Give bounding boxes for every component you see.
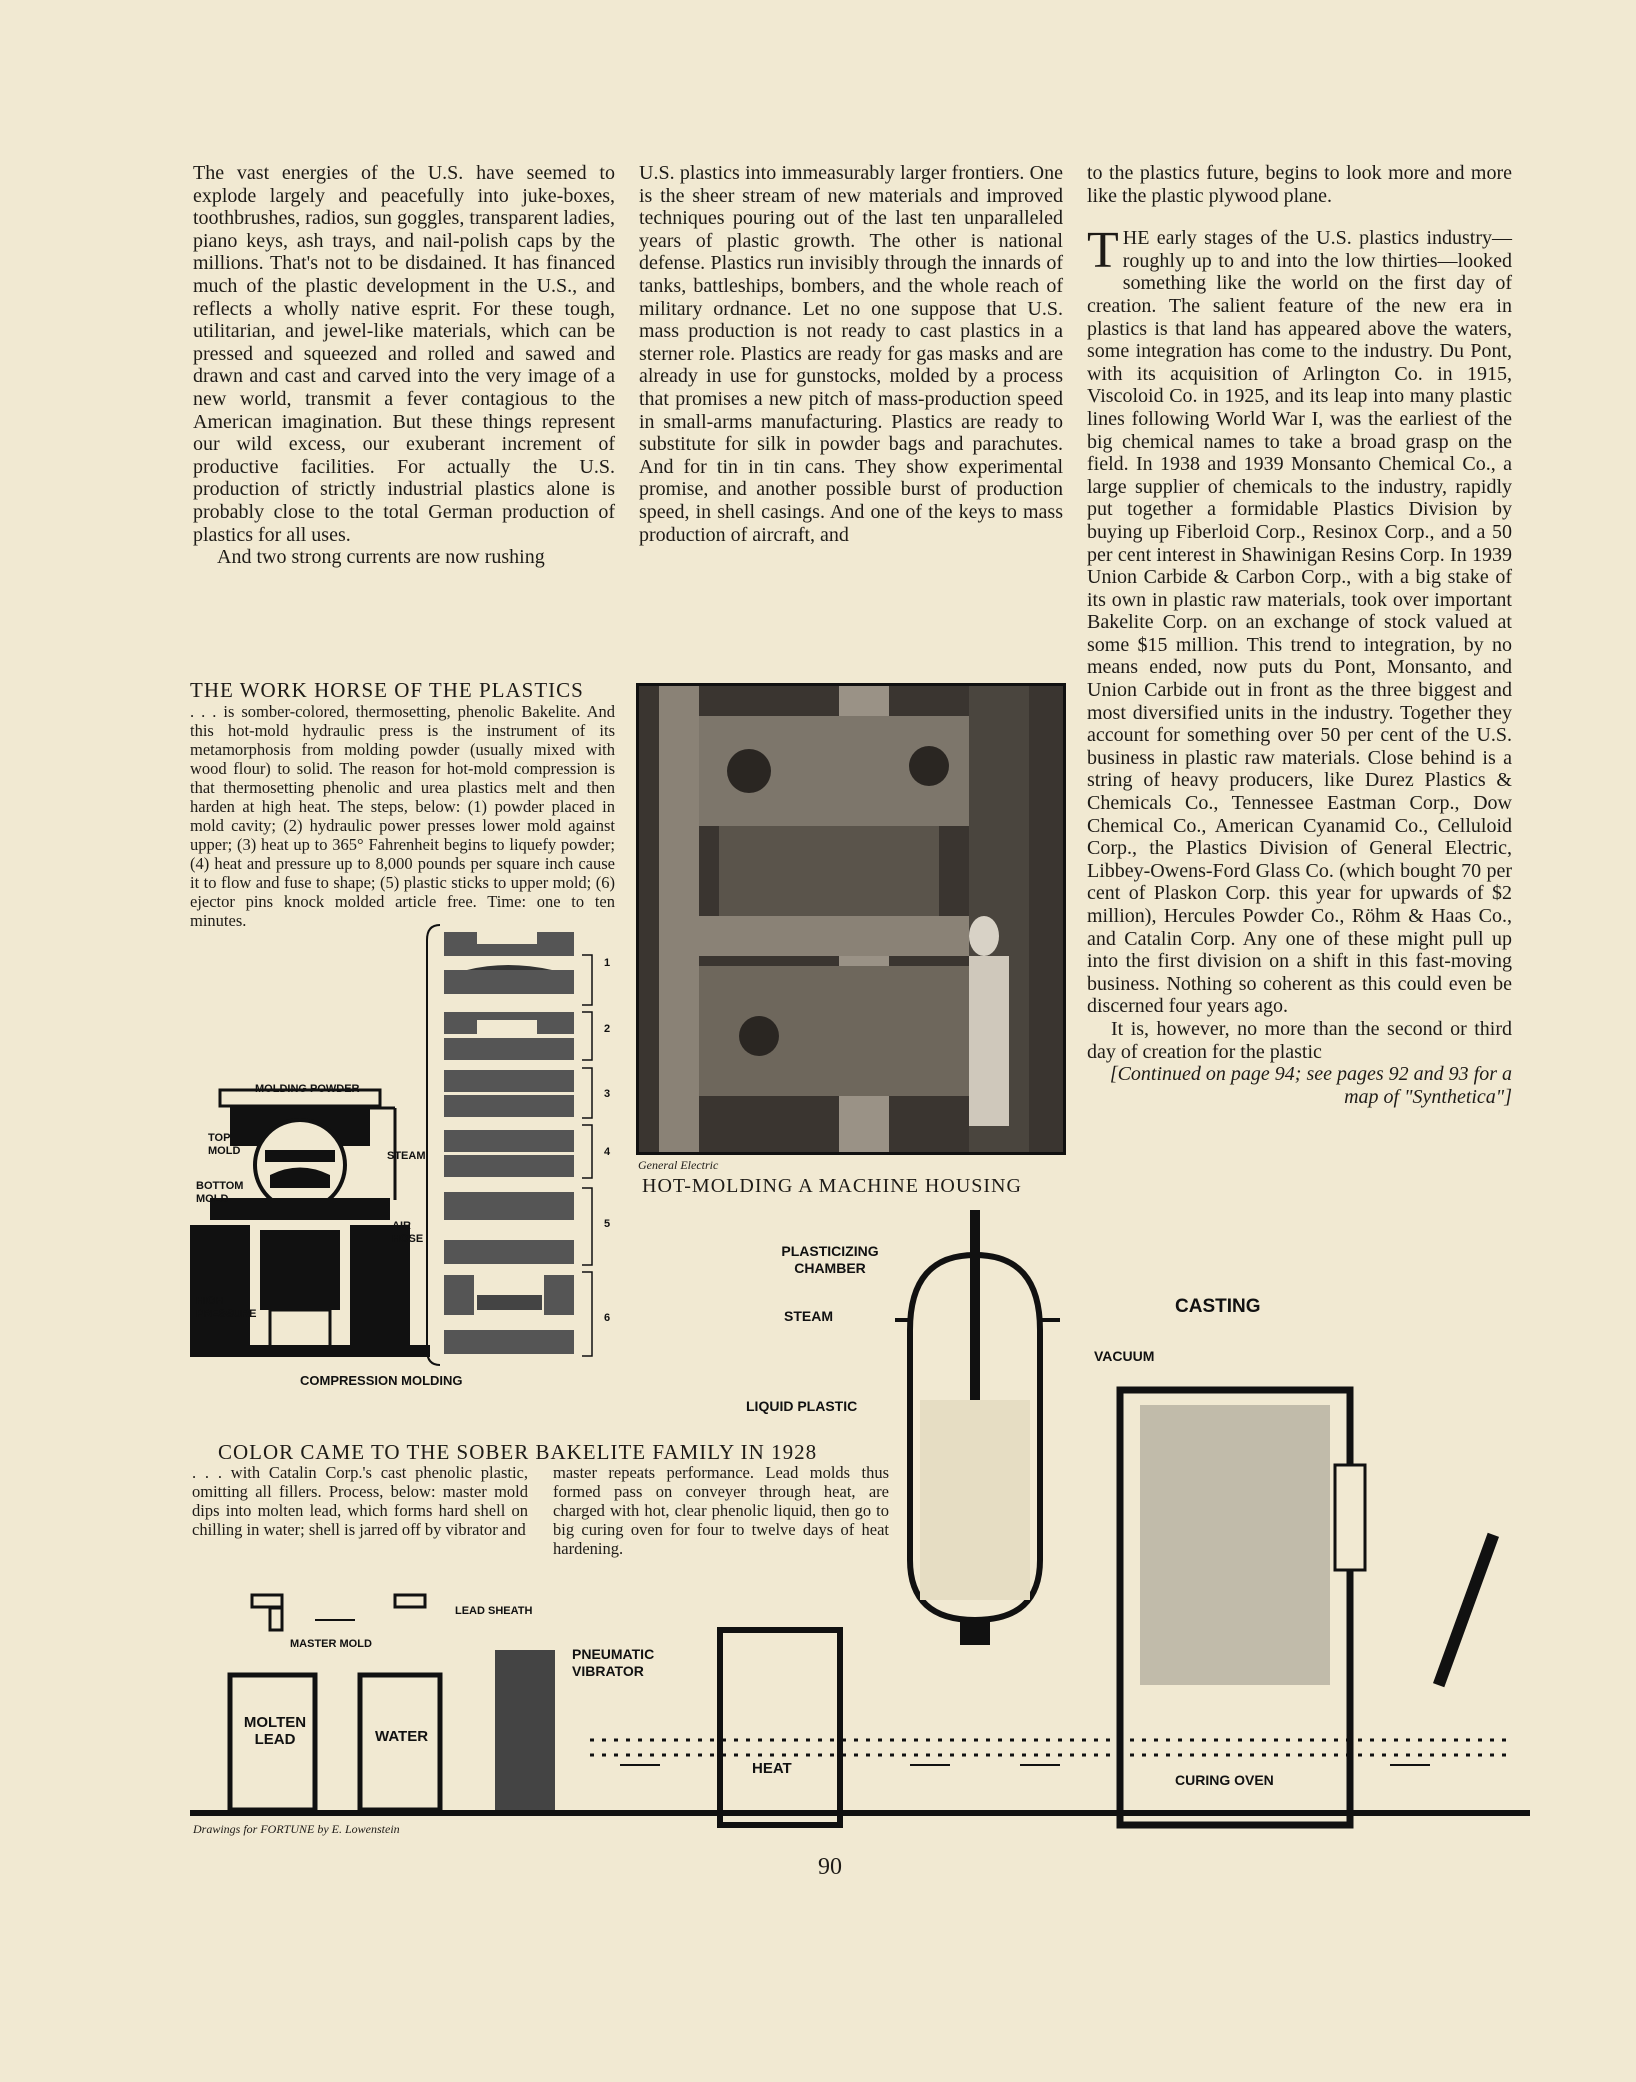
workhorse-title: THE WORK HORSE OF THE PLASTICS — [190, 678, 584, 702]
step-label-5: 5 — [604, 1218, 611, 1230]
article-paragraph: to the plastics future, begins to look more and more like the plastic plywood plane. — [1087, 162, 1512, 207]
article-paragraph — [1087, 222, 1512, 1018]
article-paragraph: U.S. plastics into immeasurably larger frontiers. One is the sheer stream of new materials and improved techniques pouring out of the last ten unparalleled years of plastic growth. The other is national defense. Plastics run invisibly through the innards of tanks, battleships, bombers, and the whole reach of military ordnance. Let no one suppose that U.S. mass production is not ready to cast plastics in a sterner role. Plastics are ready for gas masks and are already in use for gunstocks, molded by a process that promises a new pitch of mass-production speed in small-arms manufacturing. Plastics are ready to substitute for silk in powder bags and parachutes. And for tin in tin cans. They show experimental promise, and another possible burst of production speed, in shell casings. And one of the keys to mass production of aircraft, and — [639, 162, 1063, 546]
label-heat: HEAT — [752, 1760, 792, 1777]
label-pneumatic-vibrator: PNEUMATIC VIBRATOR — [572, 1646, 655, 1679]
step-label-6: 6 — [604, 1312, 611, 1324]
label-water: WATER — [375, 1728, 429, 1745]
page-number: 90 — [818, 1854, 842, 1880]
label-molten-lead: MOLTEN LEAD — [243, 1714, 307, 1748]
article-column-1 — [193, 162, 615, 569]
workhorse-caption-text: . . . is somber-colored, thermosetting, phenolic Bakelite. And this hot-mold hydraulic press is the instrument of its metamorphosis from molding powder (usually mixed with wood flour) to solid. The reason for hot-mold compression is that thermosetting phenolic and urea plastics melt and then harden at high heat. The steps, below: (1) powder placed in mold cavity; (2) hydraulic power presses lower mold against upper; (3) heat up to 365° Fahrenheit begins to liquefy powder; (4) heat and pressure up to 8,000 pounds per square inch cause it to flow and fuse to shape; (5) plastic sticks to upper mold; (6) ejector pins knock molded article free. Time: one to ten minutes. — [190, 702, 615, 930]
article-paragraph-text: HE early stages of the U.S. plastics industry—roughly up to and into the low thirties—looked something like the world on the first day of creation. The salient feature of the new era in plastics is that land has appeared above the waters, some integration has come to the industry. Du Pont, with its acquisition of Arlington Co. in 1915, Viscoloid Co. in 1925, and its leap into many plastic lines following World War I, was the earliest of the big chemical names to take a broad grasp on the field. In 1938 and 1939 Monsanto Chemical Co., a large supplier of chemicals to the industry, rapidly put together a formidable Plastics Division by buying up Fiberloid Corp., Resinox Corp., and a 50 per cent interest in Shawinigan Resins Corp. In 1939 Union Carbide & Carbon Corp., with a big stake of its own in plastic raw materials, took over important Bakelite Corp. on an exchange of stock valued at some $15 million. This trend to integration, by no means ended, now puts du Pont, Monsanto, and Union Carbide out in front as the three biggest and most diversified units in the industry. Together they account for something over 50 per cent of the U.S. business in plastic raw materials. Close behind is a string of heavy producers, like Durez Plastics & Chemicals Co., Tennessee Eastman Corp., Dow Chemical Co., American Cyanamid Co., Celluloid Corp., the Plastics Division of General Electric, Libbey-Owens-Ford Glass Co. (which bought 70 per cent of Plaskon Corp. this year for upwards of $2 million), Hercules Powder Co., Röhm & Haas Co., and Catalin Corp. Any one of these might pull up into the first division on a shift in this fast-moving business. Nothing so coherent as this could even be discerned four years ago. — [1087, 227, 1512, 1018]
article-paragraph: The vast energies of the U.S. have seemed to explode largely and peacefully into juke-boxes, toothbrushes, radios, sun goggles, transparent ladies, piano keys, ash trays, and nail-polish caps by the millions. That's not to be disdained. It has financed much of the plastic development in the U.S., and reflects a wholly native esprit. For these tough, utilitarian, and jewel-like materials, which can be pressed and squeezed and rolled and sawed and drawn and cast and carved into the very image of a new world, transmit a fever contagious to the American imagination. But these things represent our wild excess, our exuberant increment of productive facilities. For actually the U.S. production of strictly industrial plastics alone is probably close to the total German production of plastics for all uses. — [193, 162, 615, 546]
label-lead-sheath: LEAD SHEATH — [455, 1605, 533, 1617]
label-molding-powder: MOLDING POWDER — [255, 1083, 360, 1095]
curing-oven — [1120, 1390, 1365, 1825]
label-top-mold: TOP MOLD — [208, 1132, 241, 1157]
step-label-3: 3 — [604, 1088, 611, 1100]
mold-step-3 — [444, 1070, 574, 1117]
article-paragraph: It is, however, no more than the second or third day of creation for the plastic — [1087, 1017, 1512, 1063]
workhorse-caption — [190, 702, 615, 930]
label-curing-oven: CURING OVEN — [1175, 1772, 1274, 1788]
drawing-credit: Drawings for FORTUNE by E. Lowenstein — [193, 1822, 400, 1836]
label-air-hose: AIR HOSE — [392, 1220, 424, 1245]
continued-note: [Continued on page 94; see pages 92 and 93 for a map of "Synthetica"] — [1109, 1063, 1512, 1108]
article-column-3 — [1087, 162, 1512, 1108]
photo-caption: HOT-MOLDING A MACHINE HOUSING — [642, 1175, 1022, 1197]
label-steam-casting: STEAM — [784, 1308, 833, 1324]
label-bottom-mold: BOTTOM MOLD — [196, 1180, 244, 1205]
color-title: COLOR CAME TO THE SOBER BAKELITE FAMILY IN 1928 — [218, 1440, 818, 1464]
hydraulic-press-photo — [636, 683, 1066, 1155]
article-column-2 — [639, 162, 1063, 546]
label-steam: STEAM — [387, 1150, 426, 1162]
heat-box — [720, 1630, 840, 1825]
casting-title: CASTING — [1175, 1296, 1261, 1317]
step-label-2: 2 — [604, 1023, 611, 1035]
mold-step-4 — [444, 1130, 574, 1177]
mold-step-2 — [444, 1012, 574, 1060]
step-label-1: 1 — [604, 957, 611, 969]
compression-molding-caption: COMPRESSION MOLDING — [300, 1373, 463, 1388]
drop-cap: T — [1087, 222, 1119, 280]
label-plasticizing-chamber: PLASTICIZING CHAMBER — [781, 1243, 879, 1276]
press-photo-illustration — [639, 686, 1063, 1152]
vibrator-box — [495, 1650, 555, 1810]
mold-step-1 — [444, 932, 574, 994]
color-caption-right: master repeats performance. Lead molds thus formed pass on conveyer through heat, are charged with hot, clear phenolic liquid, then go to big curing oven for four to twelve days of heat hardening. — [553, 1463, 889, 1558]
article-paragraph: And two strong currents are now rushing — [217, 546, 545, 569]
label-master-mold: MASTER MOLD — [290, 1638, 372, 1650]
label-liquid-plastic: LIQUID PLASTIC — [746, 1398, 858, 1414]
photo-credit: General Electric — [638, 1158, 719, 1172]
label-high-pressure: HIGH PRESSURE — [196, 1295, 257, 1320]
step-label-4: 4 — [604, 1146, 611, 1158]
plasticizing-chamber — [895, 1210, 1060, 1645]
label-vacuum: VACUUM — [1094, 1348, 1155, 1364]
color-caption-left: . . . with Catalin Corp.'s cast phenolic plastic, omitting all fillers. Process, below: master mold dips into molten lead, which forms hard shell on chilling in water; shell is jarred off by vibrator and — [192, 1463, 528, 1539]
